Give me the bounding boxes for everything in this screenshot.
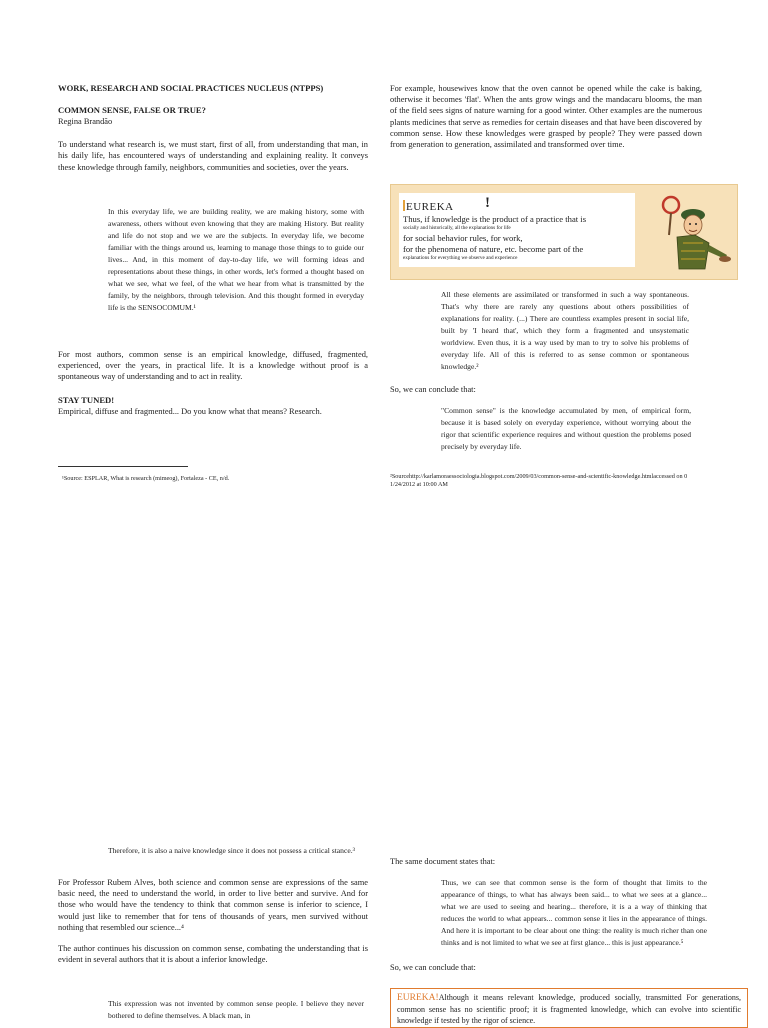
footnote-rule (58, 466, 188, 467)
eureka-title: EUREKA (403, 200, 454, 213)
states-text: The same document states that: (390, 857, 496, 866)
eureka-tag: EUREKA! (397, 993, 439, 1003)
stay-tuned-heading: STAY TUNED! (58, 394, 115, 405)
intro-paragraph: To understand what research is, we must start, first of all, from understanding that man, in his daily life, has encountered ways of understanding and explaining reality. It conveys these knowledge through family, neighbors, communities and societies, over the years. (58, 140, 368, 172)
right-footnote (390, 473, 690, 489)
eureka-text-panel (399, 193, 635, 267)
eureka-conclusion-text: Although it means relevant knowledge, produced socially, transmitted For generations, common sense has no scientific proof; it is fragmented knowledge, which can evolve into scientific knowledge if tested by the rigor of science. (397, 993, 741, 1025)
right-quote-block (441, 289, 689, 373)
left-bottom-column (58, 877, 368, 965)
eureka-callout (390, 184, 738, 280)
eureka-line-2: socially and historically, all the explanations for life (403, 225, 511, 231)
right-bottom-conclude (390, 962, 702, 973)
footnote-1: ¹Source: ESPLAR, What is research (mimeog), Fortaleza - CE, n/d. (62, 475, 230, 482)
eureka-exclamation: ! (485, 195, 490, 211)
left-quote-block (108, 206, 364, 314)
eureka-line-3: for social behavior rules, for work, (403, 233, 523, 243)
stay-tuned-text: Empirical, diffuse and fragmented... Do you know what that means? Research. (58, 407, 322, 417)
examples-paragraph: For example, housewives know that the oven cannot be opened while the cake is baking, otherwise it becomes 'flat'. When the ants grow wings and the mandacaru blooms, the man of the field sees signs of nature warning for a good winter. Other examples are the numerous plants medicines that serve as remedies for certain diseases and that have been discovered by common sense. How these knowledges were grasped by people? They were passed down from generation to generation, assimilated and transformed over time. (390, 84, 702, 150)
left-column-mid (58, 349, 368, 417)
right-bottom-states (390, 856, 702, 867)
eureka-line-4: for the phenomena of nature, etc. become part of the (403, 244, 584, 254)
author-continues-paragraph: The author continues his discussion on common sense, combating the understanding that is evident in several authors that it is about a inferior knowledge. (58, 944, 368, 965)
left-bottom-quote2 (108, 998, 364, 1022)
conclude-text-1: So, we can conclude that: (390, 385, 476, 394)
footnote-2: ²Sourcehttp://karlamoraessociologia.blogspot.com/2009/03/common-sense-and-scientific-knowledge.htmlaccessed on 01/24/2012 at 10:00 AM (390, 473, 688, 489)
naive-knowledge-quote: Therefore, it is also a naive knowledge since it does not possess a critical stance.³ (108, 846, 355, 855)
spontaneous-quote: All these elements are assimilated or transformed in such a way spontaneous. That's why there are rarely any questions about others possibilities of explanations for reality. (...) There are countless examples present in social life, built by 'I heard that', which they form a fragmented and unsystematic worldview. Even thus, it is a way used by man to try to solve his problems of everyday life. All of this is referred to as sense common or spontaneous knowledge.² (441, 290, 689, 371)
expression-quote: This expression was not invented by common sense people. I believe they never bothered to define themselves. A black man, in (108, 999, 364, 1020)
article-title: COMMON SENSE, FALSE OR TRUE? (58, 104, 206, 115)
left-column-top (58, 83, 368, 173)
article-author: Regina Brandão (58, 117, 113, 126)
left-footnote (62, 475, 362, 483)
right-quote2-block (441, 405, 691, 453)
thinking-man-illustration (637, 185, 735, 277)
eureka-conclusion-box (390, 988, 748, 1028)
block-quote: In this everyday life, we are building reality, we are making history, some with awareness, others without even knowing that they are making History. But reality and life do not stop and we we are the subjects. In everyday life, we become familiar with the things around us, learning to manage those things to to guide our lives... And, in this moment of day-to-day life, we will forming ideas and representations about these things, in other words, let's formed a thought based on what we see, what we feel, of the what we hear from what is transmitted by the family, by the neighbors, through television. And this thought formed in everyday life is the SENSOCOMUM.¹ (108, 207, 364, 312)
right-column-top (390, 83, 702, 150)
conclude-text-2: So, we can conclude that: (390, 963, 476, 972)
right-conclude-1 (390, 384, 702, 395)
eureka-line-1: Thus, if knowledge is the product of a practice that is (403, 214, 587, 224)
eureka-line-5: explanations for everything we observe and experience (403, 255, 518, 261)
appearance-quote: Thus, we can see that common sense is the form of thought that limits to the appearance of things, to what has always been said... to what we sees at a glance... what we are used to seeing and hearing... therefore, it is a a way of thinking that reduces the world to what appears... common sense it lies in the appearance of things. And here it is important to be clear about one thing: the reality is much richer than one thinks and is not limited to what we see at first glance... this is just appearance.⁵ (441, 878, 707, 947)
left-bottom-quote (108, 845, 364, 857)
document-header: WORK, RESEARCH AND SOCIAL PRACTICES NUCLEUS (NTPPS) (58, 83, 324, 93)
right-bottom-quote (441, 877, 707, 949)
common-sense-quote: "Common sense" is the knowledge accumulated by men, of empirical form, because it is based solely on everyday experience, without worrying about the rigor that scientific experience requires and without question the problems posed precisely by everyday life. (441, 406, 691, 451)
empirical-paragraph: For most authors, common sense is an empirical knowledge, diffused, fragmented, experienced, over the years, in practical life. It is a knowledge without proof is a spontaneous way of understanding and to act in reality. (58, 350, 368, 382)
rubem-alves-paragraph: For Professor Rubem Alves, both science and common sense are expressions of the same basic need, the need to understand the world, in order to live better and survive. And for those who would have the tendency to think that common sense is inferior to science, I would just like to remember that for tens of thousands of years, men survived without nothing that resembled our science...⁴ (58, 878, 368, 932)
